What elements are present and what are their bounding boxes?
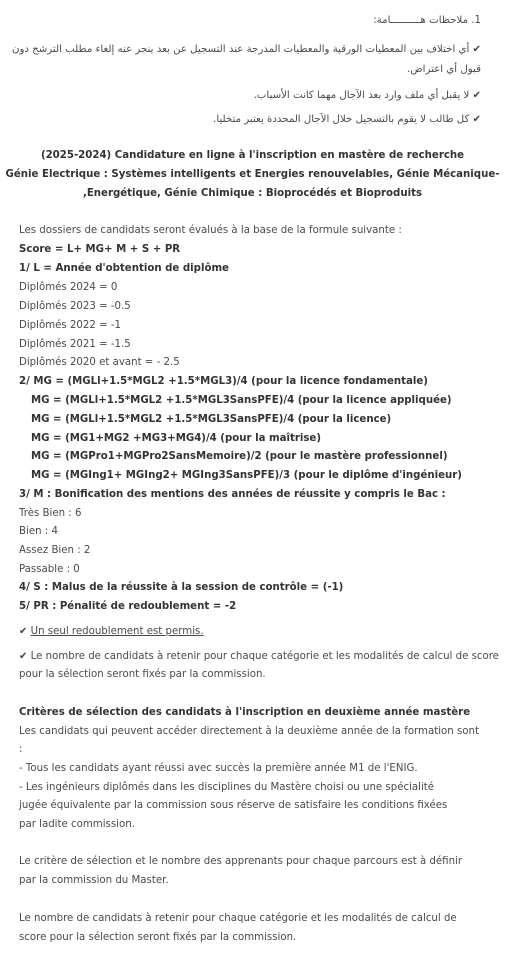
criteria-bullet-2-cont: jugée équivalente par la commission sous réserve de satisfaire les conditions fixées — [19, 800, 448, 811]
title-line-1: (2025-2024) Candidature en ligne à l'inscription en mastère de recherche — [40, 150, 465, 161]
criteria-bullet-2: - Les ingénieurs diplômés dans les disciplines du Mastère choisi ou une spécialité — [19, 782, 435, 793]
check-item-2-cont: pour la sélection seront fixés par la commission. — [19, 669, 266, 680]
criteria-bullet-1: - Tous les candidats ayant réussi avec succès la première année M1 de l'ENIG. — [19, 763, 418, 774]
criteria-p3: Le nombre de candidats à retenir pour chaque catégorie et les modalités de calcul de — [19, 913, 457, 924]
criteria-p2-cont: par la commission du Master. — [19, 875, 169, 886]
check-icon: ✔ — [472, 114, 481, 125]
l-item: Diplômés 2023 = -0.5 — [19, 301, 131, 312]
mg-item: MG = (MG1+MG2 +MG3+MG4)/4 (pour la maîtrise) — [31, 433, 321, 444]
mg-title: 2/ MG = (MGLl+1.5*MGL2 +1.5*MGL3)/4 (pour la licence fondamentale) — [19, 376, 428, 387]
m-item: Très Bien : 6 — [19, 508, 82, 519]
criteria-bullet-2-cont: par ladite commission. — [19, 819, 135, 830]
mg-item: MG = (MGPro1+MGPro2SansMemoire)/2 (pour le mastère professionnel) — [31, 451, 448, 462]
s-title: 4/ S : Malus de la réussite à la session de contrôle = (-1) — [19, 582, 344, 593]
l-title: 1/ L = Année d'obtention de diplôme — [19, 263, 229, 274]
l-item: Diplômés 2024 = 0 — [19, 282, 118, 293]
check-item-1: ✔ Un seul redoublement est permis. — [19, 626, 204, 637]
formula-intro: Les dossiers de candidats seront évalués à la base de la formule suivante : — [19, 225, 402, 236]
criteria-p1-colon: : — [19, 744, 23, 755]
mg-item: MG = (MGLl+1.5*MGL2 +1.5*MGL3SansPFE)/4 (pour la licence) — [31, 414, 392, 425]
score-formula: Score = L+ MG+ M + S + PR — [19, 244, 181, 255]
check-icon: ✔ — [19, 651, 28, 662]
pr-title: 5/ PR : Pénalité de redoublement = -2 — [19, 601, 237, 612]
title-line-3: ,Energétique, Génie Chimique : Bioprocédés et Bioproduits — [82, 188, 423, 199]
criteria-p1: Les candidats qui peuvent accéder directement à la deuxième année de la formation sont — [19, 726, 479, 737]
criteria-p3-cont: score pour la sélection seront fixés par la commission. — [19, 932, 297, 943]
m-title: 3/ M : Bonification des mentions des années de réussite y compris le Bac : — [19, 489, 446, 500]
note-item-3: ✔ كل طالب لا يقوم بالتسجيل خلال الآجال المحددة يعتبر متخليا. — [213, 114, 481, 125]
check-icon: ✔ — [472, 44, 481, 55]
notes-header: 1. ملاحظات هــــــــــامة: — [373, 15, 481, 26]
l-item: Diplômés 2022 = -1 — [19, 320, 122, 331]
check-icon: ✔ — [472, 90, 481, 101]
l-item: Diplômés 2021 = -1.5 — [19, 339, 131, 350]
criteria-p2: Le critère de sélection et le nombre des apprenants pour chaque parcours est à définir — [19, 856, 463, 867]
m-item: Passable : 0 — [19, 564, 80, 575]
m-item: Bien : 4 — [19, 526, 58, 537]
note-item-1-cont: قبول أي اعتراض. — [407, 64, 481, 75]
note-item-1: ✔ أي اختلاف بين المعطيات الورقية والمعطيات المدرجة عند التسجيل عن بعد ينجر عنه إلغاء مطلب الترشح دون — [11, 44, 481, 55]
mg-item: MG = (MGLl+1.5*MGL2 +1.5*MGL3SansPFE)/4 (pour la licence appliquée) — [31, 395, 452, 406]
check-icon: ✔ — [19, 626, 28, 637]
l-item: Diplômés 2020 et avant = - 2.5 — [19, 357, 180, 368]
title-line-2: Génie Electrique : Systèmes intelligents et Energies renouvelables, Génie Mécanique- — [5, 169, 500, 180]
criteria-title: Critères de sélection des candidats à l'inscription en deuxième année mastère — [19, 707, 471, 718]
m-item: Assez Bien : 2 — [19, 545, 91, 556]
check-item-2: ✔ Le nombre de candidats à retenir pour chaque catégorie et les modalités de calcul de score — [19, 651, 499, 662]
note-item-2: ✔ لا يقبل أي ملف وارد بعد الآجال مهما كانت الأسباب. — [253, 90, 481, 101]
mg-item: MG = (MGIng1+ MGIng2+ MGIng3SansPFE)/3 (pour le diplôme d'ingénieur) — [31, 470, 462, 481]
